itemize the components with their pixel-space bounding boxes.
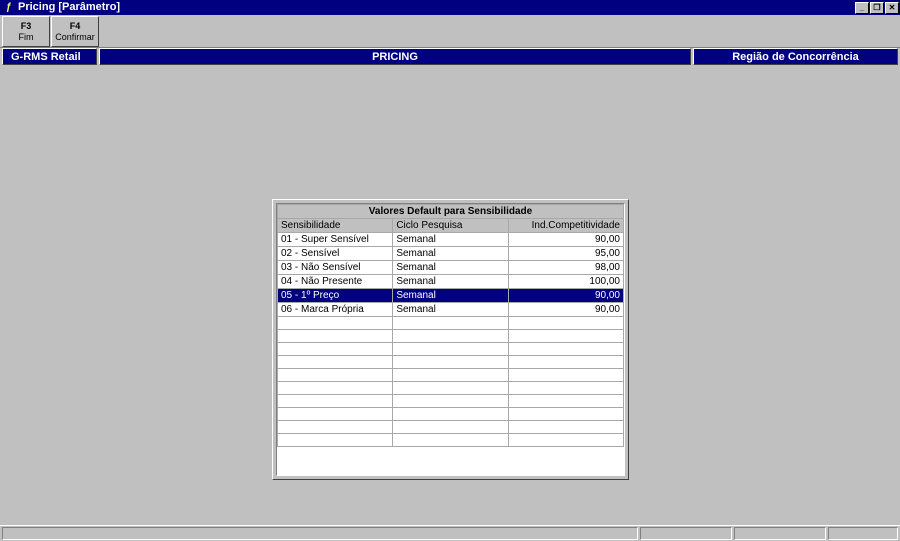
toolbar-button-fim-key: F3 bbox=[20, 20, 32, 31]
table-row[interactable] bbox=[278, 303, 624, 317]
cell-empty bbox=[508, 395, 623, 408]
cell-ciclo: Semanal bbox=[393, 261, 508, 275]
status-message bbox=[2, 527, 638, 540]
sensitivity-grid[interactable] bbox=[277, 204, 624, 447]
cell-empty bbox=[393, 356, 508, 369]
table-row-empty[interactable] bbox=[278, 395, 624, 408]
cell-empty bbox=[508, 356, 623, 369]
table-row[interactable] bbox=[278, 247, 624, 261]
header-band bbox=[0, 48, 900, 65]
cell-ind: 90,00 bbox=[508, 233, 623, 247]
toolbar-button-fim-label: Fim bbox=[18, 31, 34, 42]
header-brand: G-RMS Retail bbox=[2, 48, 97, 65]
table-row-empty[interactable] bbox=[278, 317, 624, 330]
cell-empty bbox=[393, 434, 508, 447]
toolbar-button-confirmar[interactable] bbox=[51, 16, 99, 47]
table-row-selected[interactable] bbox=[278, 289, 624, 303]
table-row[interactable] bbox=[278, 275, 624, 289]
header-region-label: Região de Concorrência bbox=[693, 48, 898, 65]
cell-empty bbox=[393, 343, 508, 356]
cell-empty bbox=[278, 408, 393, 421]
table-row[interactable] bbox=[278, 233, 624, 247]
cell-empty bbox=[508, 421, 623, 434]
cell-ciclo: Semanal bbox=[393, 275, 508, 289]
toolbar-button-confirmar-label: Confirmar bbox=[55, 31, 95, 42]
toolbar-button-confirmar-key: F4 bbox=[69, 20, 81, 31]
cell-empty bbox=[278, 369, 393, 382]
table-row-empty[interactable] bbox=[278, 421, 624, 434]
cell-empty bbox=[278, 343, 393, 356]
cell-empty bbox=[278, 395, 393, 408]
app-icon: ƒ bbox=[5, 2, 12, 13]
grid-title: Valores Default para Sensibilidade bbox=[278, 205, 624, 219]
status-cell-3 bbox=[828, 527, 898, 540]
cell-sensibilidade: 03 - Não Sensível bbox=[278, 261, 393, 275]
close-icon[interactable]: ✕ bbox=[885, 2, 899, 14]
cell-empty bbox=[278, 421, 393, 434]
client-area bbox=[0, 65, 900, 525]
toolbar-button-fim[interactable] bbox=[2, 16, 50, 47]
cell-sensibilidade: 01 - Super Sensível bbox=[278, 233, 393, 247]
cell-ciclo: Semanal bbox=[393, 303, 508, 317]
cell-empty bbox=[393, 369, 508, 382]
cell-ciclo: Semanal bbox=[393, 289, 508, 303]
grid-container[interactable] bbox=[276, 203, 625, 476]
cell-ind: 90,00 bbox=[508, 303, 623, 317]
cell-sensibilidade: 02 - Sensível bbox=[278, 247, 393, 261]
status-bar bbox=[0, 525, 900, 541]
toolbar bbox=[0, 15, 900, 48]
cell-sensibilidade: 05 - 1º Preço bbox=[278, 289, 393, 303]
cell-empty bbox=[508, 330, 623, 343]
cell-sensibilidade: 04 - Não Presente bbox=[278, 275, 393, 289]
table-row-empty[interactable] bbox=[278, 408, 624, 421]
column-header-sensibilidade: Sensibilidade bbox=[278, 219, 393, 233]
cell-empty bbox=[278, 317, 393, 330]
grid-header-row bbox=[278, 219, 624, 233]
header-module-title: PRICING bbox=[99, 48, 691, 65]
cell-ind: 90,00 bbox=[508, 289, 623, 303]
window-controls bbox=[855, 2, 899, 14]
cell-sensibilidade: 06 - Marca Própria bbox=[278, 303, 393, 317]
cell-ciclo: Semanal bbox=[393, 247, 508, 261]
cell-empty bbox=[393, 395, 508, 408]
cell-empty bbox=[278, 382, 393, 395]
table-row-empty[interactable] bbox=[278, 343, 624, 356]
cell-empty bbox=[393, 421, 508, 434]
column-header-ciclo-pesquisa: Ciclo Pesquisa bbox=[393, 219, 508, 233]
cell-empty bbox=[393, 382, 508, 395]
cell-empty bbox=[508, 369, 623, 382]
cell-empty bbox=[508, 434, 623, 447]
cell-ind: 98,00 bbox=[508, 261, 623, 275]
cell-empty bbox=[278, 330, 393, 343]
table-row[interactable] bbox=[278, 261, 624, 275]
cell-empty bbox=[508, 343, 623, 356]
cell-empty bbox=[393, 317, 508, 330]
status-cell-2 bbox=[734, 527, 826, 540]
status-cell-1 bbox=[640, 527, 732, 540]
cell-ind: 95,00 bbox=[508, 247, 623, 261]
minimize-icon[interactable]: _ bbox=[855, 2, 869, 14]
cell-empty bbox=[393, 408, 508, 421]
cell-ind: 100,00 bbox=[508, 275, 623, 289]
cell-empty bbox=[508, 408, 623, 421]
table-row-empty[interactable] bbox=[278, 356, 624, 369]
table-row-empty[interactable] bbox=[278, 382, 624, 395]
grid-title-row bbox=[278, 205, 624, 219]
cell-empty bbox=[508, 382, 623, 395]
cell-empty bbox=[278, 434, 393, 447]
table-row-empty[interactable] bbox=[278, 434, 624, 447]
table-row-empty[interactable] bbox=[278, 330, 624, 343]
column-header-ind-competitividade: Ind.Competitividade bbox=[508, 219, 623, 233]
cell-empty bbox=[393, 330, 508, 343]
window-title: Pricing [Parâmetro] bbox=[18, 1, 121, 13]
cell-empty bbox=[508, 317, 623, 330]
title-bar bbox=[0, 0, 900, 15]
cell-empty bbox=[278, 356, 393, 369]
cell-ciclo: Semanal bbox=[393, 233, 508, 247]
table-row-empty[interactable] bbox=[278, 369, 624, 382]
default-values-panel bbox=[272, 199, 629, 480]
restore-icon[interactable]: ❐ bbox=[870, 2, 884, 14]
